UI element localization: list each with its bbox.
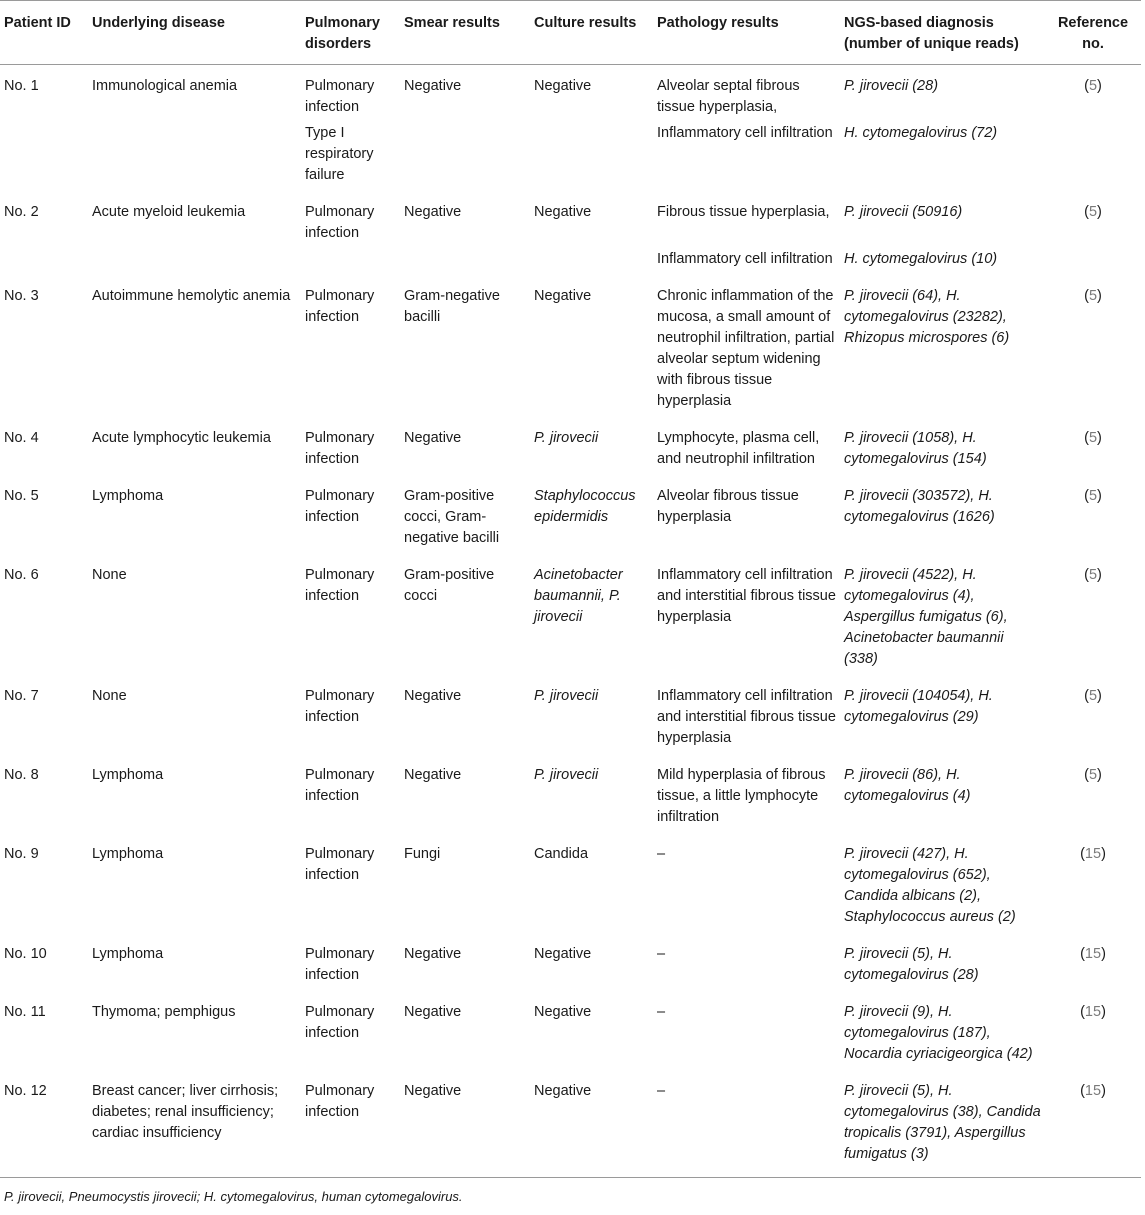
cell-culture-results: P. jirovecii [534, 430, 599, 446]
cell-underlying-disease: Lymphoma [92, 488, 164, 504]
cell-reference-no[interactable]: (5) [1084, 567, 1102, 583]
cell-culture-results: Negative [534, 946, 592, 962]
cell-underlying-disease: Autoimmune hemolytic anemia [92, 288, 291, 304]
reference-link[interactable]: 15 [1084, 1083, 1102, 1099]
cell-patient-id: No. 10 [4, 946, 47, 962]
cell-ngs-diagnosis: P. jirovecii (5), H. cytomegalovirus (28) [844, 946, 979, 983]
cell-reference-no[interactable]: (5) [1084, 204, 1102, 220]
cell-empty [1045, 244, 1141, 275]
cell-patient-id: No. 8 [4, 767, 39, 783]
cell-pulmonary-disorders: Pulmonary infection [305, 430, 375, 467]
cell-ngs-diagnosis: P. jirovecii (427), H. cytomegalovirus (652), Candida albicans (2), Staphylococcus aureus (2) [844, 846, 1016, 925]
cell-culture-results: Negative [530, 1070, 653, 1178]
cell-patient-id: No. 3 [4, 288, 39, 304]
cell-underlying-disease: Breast cancer; liver cirrhosis; diabetes; renal insufficiency; cardiac insufficiency [88, 1070, 301, 1178]
cell-culture-results: Negative [534, 288, 592, 304]
cell-pulmonary-disorders: Pulmonary infection [305, 204, 375, 241]
cell-reference-no[interactable]: (15) [1045, 1070, 1141, 1178]
reference-link[interactable]: 15 [1084, 946, 1102, 962]
cell-patient-id: No. 11 [4, 1004, 46, 1020]
cell-underlying-disease: None [92, 567, 127, 583]
reference-link[interactable]: 5 [1088, 288, 1098, 304]
table-row [0, 754, 1141, 833]
header-pulmonary-disorders: Pulmonary disorders [301, 1, 400, 65]
cell-reference-no[interactable]: (5) [1084, 430, 1102, 446]
cell-ngs-diagnosis: P. jirovecii (28) [844, 78, 939, 94]
cell-ngs-diagnosis: P. jirovecii (1058), H. cytomegalovirus (154) [844, 430, 987, 467]
cell-ngs-diagnosis: P. jirovecii (303572), H. cytomegalovirus (1626) [844, 488, 995, 525]
cell-pathology-results: Inflammatory cell infiltration and interstitial fibrous tissue hyperplasia [657, 688, 836, 746]
cell-reference-no[interactable]: (5) [1084, 688, 1102, 704]
header-reference-no: Reference no. [1045, 1, 1141, 65]
cell-pathology-results: – [657, 1004, 666, 1020]
cell-smear-results: Negative [404, 1004, 462, 1020]
cell-ngs-diagnosis: P. jirovecii (104054), H. cytomegalovirus (29) [844, 688, 993, 725]
cell-pulmonary-disorders: Pulmonary infection [305, 946, 375, 983]
reference-link[interactable]: 5 [1088, 430, 1098, 446]
header-pathology-results: Pathology results [653, 1, 840, 65]
cell-pulmonary-disorders [301, 244, 400, 275]
cell-culture-results: P. jirovecii [534, 767, 599, 783]
cell-smear-results: Negative [404, 78, 462, 94]
cell-empty [88, 118, 301, 191]
cell-culture-results: Staphylococcus epidermidis [534, 488, 636, 525]
cell-smear-results: Negative [404, 688, 462, 704]
reference-link[interactable]: 5 [1088, 204, 1098, 220]
cell-culture-results: P. jirovecii [534, 688, 599, 704]
cell-smear-results: Negative [404, 430, 462, 446]
cell-smear-results: Gram-positive cocci [404, 567, 495, 604]
cell-pulmonary-disorders: Pulmonary infection [301, 1070, 400, 1178]
cell-pulmonary-disorders: Pulmonary infection [305, 1004, 375, 1041]
cell-empty [1045, 118, 1141, 191]
table-header [0, 1, 1141, 65]
cell-pathology-results: – [653, 1070, 840, 1178]
cell-pulmonary-disorders: Pulmonary infection [305, 488, 375, 525]
cell-culture-results: Negative [534, 1004, 592, 1020]
cell-ngs-diagnosis: P. jirovecii (4522), H. cytomegalovirus (4), Aspergillus fumigatus (6), Acinetobacter baumannii (338) [844, 567, 1008, 667]
reference-link[interactable]: 15 [1084, 846, 1102, 862]
cell-pulmonary-disorders: Pulmonary infection [305, 688, 375, 725]
cell-reference-no[interactable]: (5) [1084, 78, 1102, 94]
cell-empty [530, 118, 653, 191]
reference-link[interactable]: 5 [1088, 688, 1098, 704]
cell-underlying-disease: Acute myeloid leukemia [92, 204, 246, 220]
table-row [0, 933, 1141, 991]
cell-pathology-results: Chronic inflammation of the mucosa, a small amount of neutrophil infiltration, partial alveolar septum widening with fibrous tissue hyperplasia [657, 288, 835, 409]
reference-link[interactable]: 15 [1084, 1004, 1102, 1020]
cell-pulmonary-disorders: Pulmonary infection [305, 767, 375, 804]
cell-pathology-results: Alveolar fibrous tissue hyperplasia [657, 488, 799, 525]
cell-pathology-results: – [657, 946, 666, 962]
cell-smear-results: Fungi [404, 846, 441, 862]
cell-empty [400, 244, 530, 275]
cell-reference-no[interactable]: (5) [1084, 767, 1102, 783]
header-underlying-disease: Underlying disease [88, 1, 301, 65]
cell-ngs-diagnosis: H. cytomegalovirus (10) [844, 251, 998, 267]
cell-ngs-diagnosis: P. jirovecii (50916) [844, 204, 963, 220]
header-smear-results: Smear results [400, 1, 530, 65]
cell-patient-id: No. 2 [4, 204, 39, 220]
cell-underlying-disease: Acute lymphocytic leukemia [92, 430, 271, 446]
cell-pulmonary-disorders: Pulmonary infection [305, 567, 375, 604]
cell-pulmonary-disorders: Pulmonary infection [305, 288, 375, 325]
cell-underlying-disease: Thymoma; pemphigus [92, 1004, 236, 1020]
cell-patient-id: No. 6 [4, 567, 39, 583]
table-subrow [0, 244, 1141, 275]
cell-pathology-results: Lymphocyte, plasma cell, and neutrophil infiltration [657, 430, 820, 467]
table-row [0, 1070, 1141, 1178]
cell-empty [88, 244, 301, 275]
cell-empty [400, 118, 530, 191]
reference-link[interactable]: 5 [1088, 488, 1098, 504]
cell-underlying-disease: Immunological anemia [92, 78, 238, 94]
cell-smear-results: Gram-positive cocci, Gram-negative bacilli [404, 488, 500, 546]
cell-pulmonary-disorders: Type I respiratory failure [305, 125, 374, 183]
cell-smear-results: Negative [400, 1070, 530, 1178]
table-row [0, 191, 1141, 244]
table-row [0, 991, 1141, 1070]
cell-patient-id: No. 12 [0, 1070, 88, 1178]
cell-patient-id: No. 4 [4, 430, 39, 446]
table-footnote: P. jirovecii, Pneumocystis jirovecii; H. cytomegalovirus, human cytomegalovirus. [4, 1189, 463, 1204]
cell-reference-no[interactable]: (5) [1084, 288, 1102, 304]
cell-smear-results: Negative [404, 767, 462, 783]
table-body [0, 65, 1141, 1178]
cell-smear-results: Gram-negative bacilli [404, 288, 500, 325]
cell-pathology-results: – [657, 846, 666, 862]
reference-link[interactable]: 5 [1088, 767, 1098, 783]
cell-ngs-diagnosis: P. jirovecii (5), H. cytomegalovirus (38), Candida tropicalis (3791), Aspergillus fumigatus (3) [840, 1070, 1045, 1178]
cell-reference-no[interactable]: (15) [1080, 846, 1106, 862]
cell-smear-results: Negative [404, 946, 462, 962]
cell-patient-id: No. 1 [4, 78, 39, 94]
header-patient-id: Patient ID [0, 1, 88, 65]
table-row [0, 833, 1141, 933]
cell-pathology-results: Alveolar septal fibrous tissue hyperplasia, [657, 78, 800, 115]
cell-pathology-results: Fibrous tissue hyperplasia, [657, 204, 830, 220]
cell-culture-results: Candida [534, 846, 589, 862]
table-row [0, 675, 1141, 754]
header-ngs-diagnosis: NGS-based diagnosis (number of unique reads) [840, 1, 1045, 65]
cell-empty [530, 244, 653, 275]
cell-pulmonary-disorders: Pulmonary infection [305, 846, 375, 883]
cell-patient-id: No. 5 [4, 488, 39, 504]
cell-pathology-results: Inflammatory cell infiltration and interstitial fibrous tissue hyperplasia [657, 567, 836, 625]
reference-link[interactable]: 5 [1088, 78, 1098, 94]
cell-underlying-disease: Lymphoma [92, 767, 164, 783]
cell-empty [0, 118, 88, 191]
cell-underlying-disease: Lymphoma [92, 846, 164, 862]
cell-ngs-diagnosis: P. jirovecii (9), H. cytomegalovirus (187), Nocardia cyriacigeorgica (42) [844, 1004, 1033, 1062]
table-row [0, 554, 1141, 675]
cell-underlying-disease: Lymphoma [92, 946, 164, 962]
table-row [0, 275, 1141, 417]
cell-pathology-results: Mild hyperplasia of fibrous tissue, a little lymphocyte infiltration [657, 767, 826, 825]
cell-patient-id: No. 9 [4, 846, 39, 862]
table-row [0, 417, 1141, 475]
cell-pulmonary-disorders: Pulmonary infection [305, 78, 375, 115]
cell-underlying-disease: None [92, 688, 127, 704]
cell-reference-no[interactable]: (15) [1080, 946, 1106, 962]
cell-patient-id: No. 7 [4, 688, 39, 704]
cell-reference-no[interactable]: (5) [1084, 488, 1102, 504]
header-row [0, 1, 1141, 65]
cell-culture-results: Negative [534, 78, 592, 94]
cell-smear-results: Negative [404, 204, 462, 220]
cell-ngs-diagnosis: P. jirovecii (86), H. cytomegalovirus (4) [844, 767, 971, 804]
table-row [0, 65, 1141, 119]
cell-pathology-results: Inflammatory cell infiltration [657, 251, 833, 267]
table-subrow [0, 118, 1141, 191]
reference-link[interactable]: 5 [1088, 567, 1098, 583]
cell-pathology-results: Inflammatory cell infiltration [657, 125, 833, 141]
cell-ngs-diagnosis: P. jirovecii (64), H. cytomegalovirus (23282), Rhizopus microspores (6) [844, 288, 1010, 346]
cell-culture-results: Acinetobacter baumannii, P. jirovecii [534, 567, 623, 625]
header-culture-results: Culture results [530, 1, 653, 65]
cell-empty [0, 244, 88, 275]
cell-ngs-diagnosis: H. cytomegalovirus (72) [844, 125, 998, 141]
table-row [0, 475, 1141, 554]
cell-reference-no[interactable]: (15) [1080, 1004, 1106, 1020]
cell-culture-results: Negative [534, 204, 592, 220]
